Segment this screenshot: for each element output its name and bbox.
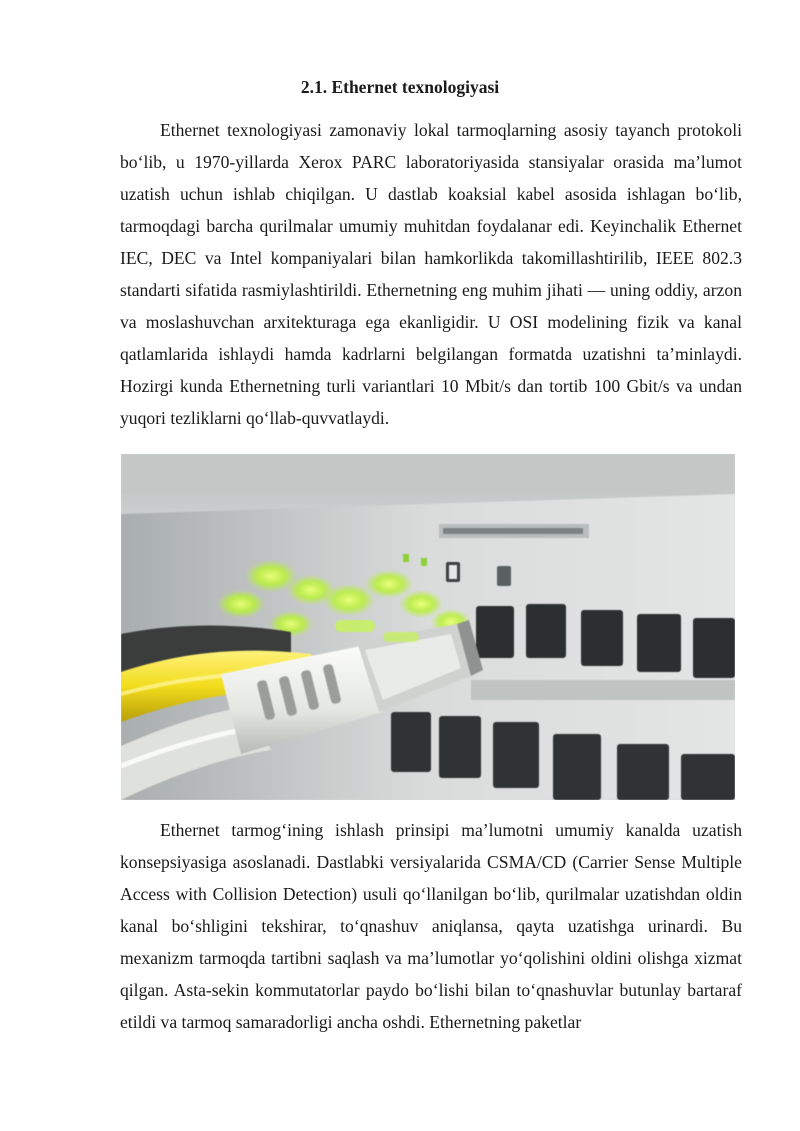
- paragraph-intro: Ethernet texnologiyasi zamonaviy lokal tarmoqlarning asosiy tayanch protokoli bo‘lib, u 1970-yillarda Xerox PARC laboratoriyasida stansiyalar orasida ma’lumot uzatish uchun ishlab chiqilgan. U dastlab koaksial kabel asosida ishlagan bo‘lib, tarmoqdagi barcha qurilmalar umumiy muhitdan foydalanar edi. Keyinchalik Ethernet IEC, DEC va Intel kompaniyalari bilan hamkorlikda takomillashtirilib, IEEE 802.3 standarti sifatida rasmiylashtirildi. Ethernetning eng muhim jihati — uning oddiy, arzon va moslashuvchan arxitekturaga ega ekanligidir. U OSI modelining fizik va kanal qatlamlarida ishlaydi hamda kadrlarni belgilangan formatda uzatishni ta’minlaydi. Hozirgi kunda Ethernetning turli variantlari 10 Mbit/s dan tortib 100 Gbit/s va undan yuqori tezliklarni qo‘llab-quvvatlaydi.: [120, 120, 742, 428]
- model-label: [439, 524, 589, 538]
- paragraph-operation: Ethernet tarmog‘ining ishlash prinsipi ma’lumotni umumiy kanalda uzatish konsepsiyasiga asoslanadi. Dastlabki versiyalarida CSMA/CD (Carrier Sense Multiple Access with Collision Detection) usuli qo‘llanilgan bo‘lib, qurilmalar uzatishdan oldin kanal bo‘shligini tekshirar, to‘qnashuv aniqlansa, qayta uzatishga urinardi. Bu mexanizm tarmoqda tartibni saqlash va ma’lumotlar yo‘qolishini oldini olishga xizmat qilgan. Asta-sekin kommutatorlar paydo bo‘lishi bilan to‘qnashuvlar butunlay bartaraf etildi va tarmoq samaradorligi ancha oshdi. Ethernetning paketlar: [120, 820, 742, 1032]
- network-switch-photo: [121, 454, 735, 800]
- section-heading: 2.1. Ethernet texnologiyasi: [300, 77, 500, 97]
- switch-illustration: [121, 454, 735, 800]
